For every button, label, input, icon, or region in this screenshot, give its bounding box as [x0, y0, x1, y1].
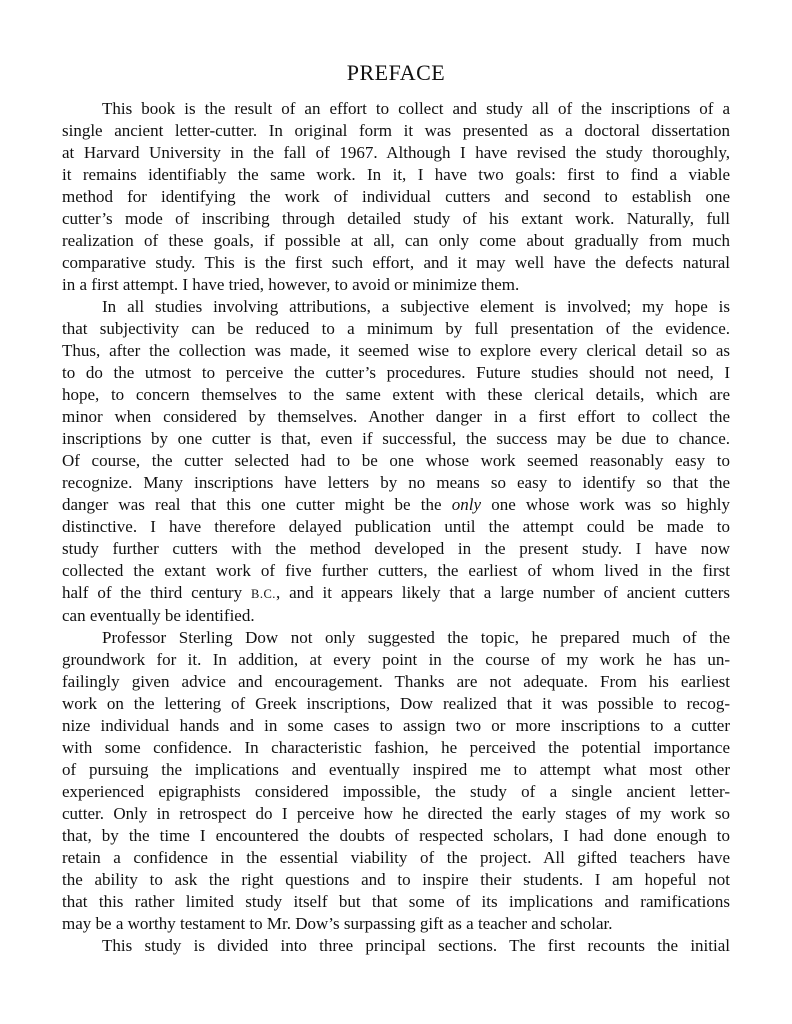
emphasis-word: only [451, 495, 482, 514]
line-segment: , and it appears likely that a large number of ancient cutters [275, 583, 731, 602]
paragraph-line: inscriptions by one cutter is that, even if successful, the success may be due to chance. [62, 429, 730, 448]
paragraph-line: it remains identifiably the same work. In it, I have two goals: first to find a viable [62, 165, 730, 184]
paragraph-line: recognize. Many inscriptions have letters by no means so easy to identify so that the [62, 473, 730, 492]
paragraph-line: in a first attempt. I have tried, however, to avoid or minimize them. [62, 275, 520, 294]
paragraph-line: may be a worthy testament to Mr. Dow’s surpassing gift as a teacher and scholar. [62, 914, 613, 933]
paragraph-line: at Harvard University in the fall of 1967. Although I have revised the study thoroughly, [62, 143, 730, 162]
paragraph-line: to do the utmost to perceive the cutter’s procedures. Future studies should not need, I [62, 363, 730, 382]
paragraph-line: realization of these goals, if possible at all, can only come about gradually from much [62, 231, 730, 250]
paragraph-line: Of course, the cutter selected had to be one whose work seemed reasonably easy to [62, 451, 730, 470]
paragraph-line [62, 582, 730, 605]
paragraph-3 [62, 627, 730, 935]
paragraph-line: with some confidence. In characteristic fashion, he perceived the potential importance [62, 738, 730, 757]
paragraph-line: groundwork for it. In addition, at every point in the course of my work he has un- [62, 650, 730, 669]
line-segment: danger was real that this one cutter might be the [62, 495, 452, 514]
paragraph-line: of pursuing the implications and eventually inspired me to attempt what most other [62, 760, 730, 779]
paragraph-line: cutter. Only in retrospect do I perceive how he directed the early stages of my work so [62, 804, 730, 823]
era-abbreviation: B.C. [251, 587, 276, 601]
paragraph-line: cutter’s mode of inscribing through detailed study of his extant work. Naturally, full [62, 209, 730, 228]
paragraph-line: nize individual hands and in some cases to assign two or more inscriptions to a cutter [62, 716, 730, 735]
paragraph-line: the ability to ask the right questions and to inspire their students. I am hopeful not [62, 870, 730, 889]
paragraph-line: This book is the result of an effort to collect and study all of the inscriptions of a [102, 99, 730, 118]
paragraph-line: that subjectivity can be reduced to a minimum by full presentation of the evidence. [62, 319, 730, 338]
preface-body [62, 98, 730, 957]
paragraph-line: retain a confidence in the essential viability of the project. All gifted teachers have [62, 848, 730, 867]
page-title: PREFACE [346, 60, 446, 85]
paragraph-line: study further cutters with the method developed in the present study. I have now [62, 539, 730, 558]
paragraph-line: hope, to concern themselves to the same extent with these clerical details, which are [62, 385, 730, 404]
paragraph-4 [62, 935, 730, 957]
paragraph-line: work on the lettering of Greek inscriptions, Dow realized that it was possible to recog- [62, 694, 730, 713]
paragraph-line: Thus, after the collection was made, it seemed wise to explore every clerical detail so as [62, 341, 730, 360]
paragraph-line: can eventually be identified. [62, 606, 255, 625]
paragraph-line: distinctive. I have therefore delayed publication until the attempt could be made to [62, 517, 730, 536]
paragraph-line: This study is divided into three principal sections. The first recounts the initial [102, 936, 730, 955]
paragraph-line: that this rather limited study itself but that some of its implications and ramifications [62, 892, 730, 911]
paragraph-line: that, by the time I encountered the doubts of respected scholars, I had done enough to [62, 826, 730, 845]
paragraph-line [62, 494, 730, 516]
line-segment: one whose work was so highly [481, 495, 731, 514]
paragraph-line: method for identifying the work of individual cutters and second to establish one [62, 187, 730, 206]
paragraph-line: collected the extant work of five further cutters, the earliest of whom lived in the first [62, 561, 730, 580]
paragraph-line: Professor Sterling Dow not only suggested the topic, he prepared much of the [102, 628, 730, 647]
paragraph-line: In all studies involving attributions, a subjective element is involved; my hope is [102, 297, 730, 316]
paragraph-line: minor when considered by themselves. Another danger in a first effort to collect the [62, 407, 730, 426]
paragraph-2 [62, 296, 730, 627]
paragraph-1 [62, 98, 730, 296]
paragraph-line: comparative study. This is the first such effort, and it may well have the defects natural [62, 253, 730, 272]
paragraph-line: experienced epigraphists considered impossible, the study of a single ancient letter- [62, 782, 730, 801]
line-segment: half of the third century [62, 583, 251, 602]
paragraph-line: single ancient letter-cutter. In original form it was presented as a doctoral dissertation [62, 121, 730, 140]
paragraph-line: failingly given advice and encouragement. Thanks are not adequate. From his earliest [62, 672, 730, 691]
